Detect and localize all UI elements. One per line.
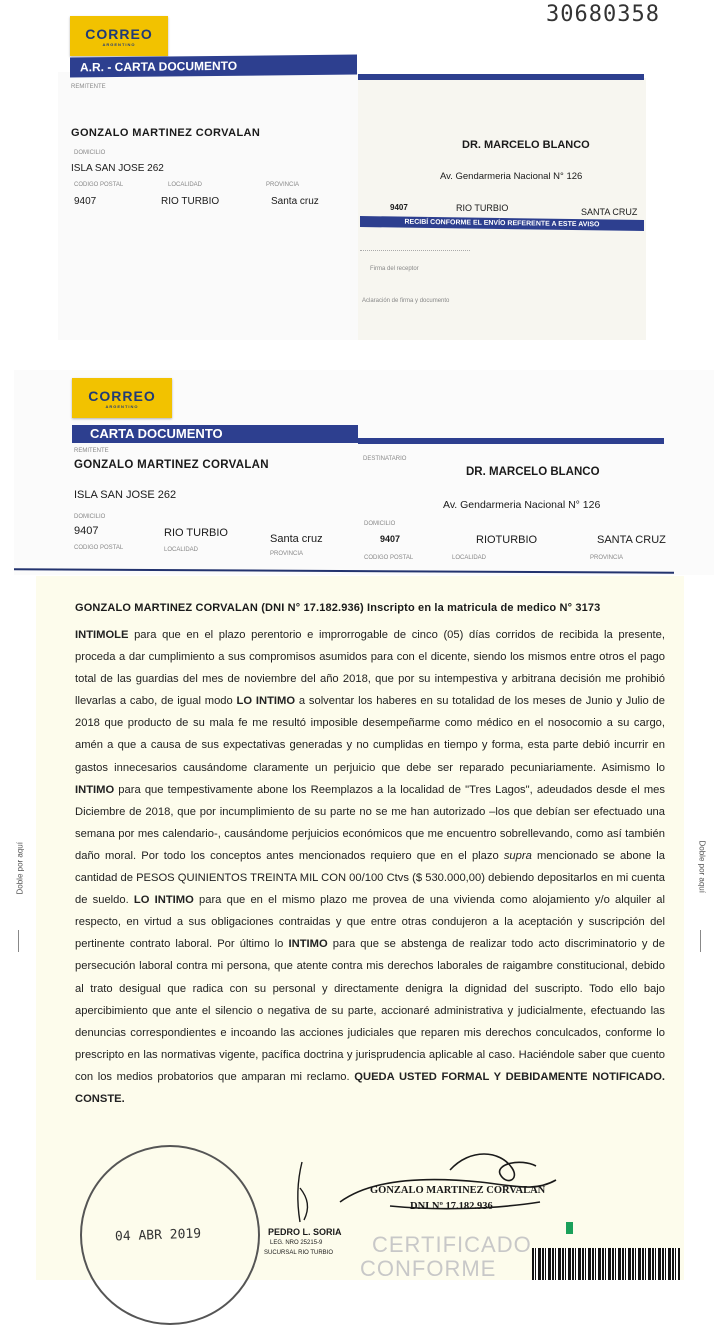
intimo-keyword-4: INTIMO — [288, 938, 328, 951]
ar-right-top-bar — [358, 74, 644, 80]
fold-mark-right — [700, 930, 701, 952]
ar-sender-address: ISLA SAN JOSE 262 — [71, 163, 164, 174]
officer-stamp-name: PEDRO L. SORIA — [268, 1227, 342, 1237]
fold-label-right: Doble por aquí — [697, 840, 707, 893]
letter-body — [75, 624, 665, 1110]
carta-postal-label: CODIGO POSTAL — [74, 545, 124, 551]
carta-recipient-province-label: PROVINCIA — [590, 555, 624, 561]
fold-label-left: Doble por aquí — [15, 842, 25, 895]
logo-text: CORREO — [85, 25, 153, 42]
carta-sender-address: ISLA SAN JOSE 262 — [74, 489, 177, 501]
signature-name: GONZALO MARTINEZ CORVALAN — [370, 1185, 546, 1196]
carta-title: CARTA DOCUMENTO — [90, 426, 223, 441]
barcode-marker — [566, 1222, 573, 1234]
ar-sender-province: Santa cruz — [271, 196, 319, 207]
logo-subtext: ARGENTINO — [105, 403, 139, 409]
ar-postal-label: CODIGO POSTAL — [74, 182, 124, 188]
stamp-date: 04 ABR 2019 — [114, 1226, 202, 1245]
carta-recipient-address: Av. Gendarmeria Nacional N° 126 — [443, 499, 601, 511]
officer-signature — [280, 1158, 330, 1228]
carta-title-bar — [72, 425, 358, 443]
carta-recipient-postal-label: CODIGO POSTAL — [364, 555, 414, 561]
carta-locality-label: LOCALIDAD — [164, 547, 199, 553]
carta-sender-postal: 9407 — [74, 525, 99, 537]
intimole-keyword: INTIMOLE — [75, 629, 129, 641]
ar-recipient-address: Av. Gendarmeria Nacional N° 126 — [440, 171, 583, 182]
conforme-stamp: CONFORME — [360, 1256, 497, 1281]
serial-number: 30680358 — [546, 2, 660, 27]
body-part-5: para que en el mismo plazo me provea de una vivienda como alojamiento y/o alquiler al respecto, en virtud a sus obligaciones contraidas y que entre otras condujeron a la aceptación y suscripción del pertinente contrato laboral. Por último lo — [75, 894, 665, 951]
ar-signature-line-1 — [360, 250, 470, 251]
officer-stamp-branch: SUCURSAL RIO TURBIO — [264, 1250, 334, 1256]
carta-sender-name: GONZALO MARTINEZ CORVALAN — [74, 459, 269, 471]
carta-recipient-label: DESTINATARIO — [363, 456, 407, 462]
ar-title: A.R. - CARTA DOCUMENTO — [80, 58, 238, 75]
signature-dni: DNI Nº 17.182.936 — [410, 1201, 493, 1212]
body-part-2: a solventar los haberes en su totalidad de los meses de Junio y Julio de 2018 que producto de su mala fe me resultó imposible desempeñarme como médico en el nosocomio a su cargo, amén a que a causa de sus expectativas generadas y no cumplidas en tiempo y forma, esta parte debió incurrir en gastos innecesarios causándome claramente un perjuicio que debe ser reparado pecuniariamente. Asimismo lo — [75, 695, 665, 774]
ar-title-bar — [70, 54, 357, 77]
correo-logo-carta — [72, 378, 172, 418]
carta-recipient-locality: RIOTURBIO — [476, 534, 538, 546]
supra-word: supra — [503, 849, 532, 862]
ar-recipient-name: DR. MARCELO BLANCO — [462, 139, 590, 151]
carta-sender-locality: RIO TURBIO — [164, 527, 228, 539]
ar-recipient-province: SANTA CRUZ — [581, 207, 638, 217]
certified-stamp: CERTIFICADO — [372, 1232, 532, 1257]
carta-domicile-label: DOMICILIO — [74, 514, 106, 520]
carta-right-bar — [358, 438, 664, 444]
intimo-keyword-1: LO INTIMO — [236, 695, 296, 708]
ar-sender-locality: RIO TURBIO — [161, 196, 220, 207]
letter-intro-text: GONZALO MARTINEZ CORVALAN (DNI N° 17.182.936) Inscripto en la matricula de medico N° 3173 — [75, 602, 601, 614]
fold-mark-left — [18, 930, 19, 952]
letter-intro — [75, 602, 600, 614]
ar-sender-label: REMITENTE — [71, 84, 106, 90]
carta-recipient-locality-label: LOCALIDAD — [452, 555, 487, 561]
body-part-1: para que en el plazo perentorio e improrrogable de cinco (05) días corridos de recibida la presente, proceda a dar cumplimiento a sus compromisos asumidos para con el dicente, siendo los mismos entre otros el pago total de las guardias del mes de noviembre del año 2018, que por su intempestiva y arbitrana decisión me prohibió llevarlas a cabo, de igual modo — [75, 629, 665, 708]
ar-signature-label-2: Aclaración de firma y documento — [362, 298, 450, 304]
body-part-3: para que tempestivamente abone los Reemplazos a la localidad de "Tres Lagos", adeudados desde el mes Diciembre de 2018, que por incumplimiento de su parte no se me han autorizado –los que debían ser efectuado una semana por mes calendario-, causándome perjuicios económicos que me encuentro sobrellevando, como así también daño moral. Por todo los conceptos antes mencionados requiero que en el plazo — [75, 783, 665, 862]
officer-stamp-leg: LEG. NRO 25215-9 — [270, 1240, 323, 1246]
correo-logo-top — [70, 16, 168, 56]
carta-recipient-domicile-label: DOMICILIO — [364, 521, 396, 527]
ar-locality-label: LOCALIDAD — [168, 182, 203, 188]
ar-receipt-text: RECIBÍ CONFORME EL ENVÍO REFERENTE A ESTE AVISO — [404, 218, 600, 229]
carta-recipient-postal: 9407 — [380, 534, 401, 544]
intimo-keyword-3: LO INTIMO — [133, 894, 194, 907]
ar-sender-name: GONZALO MARTINEZ CORVALAN — [71, 127, 261, 139]
carta-recipient-name: DR. MARCELO BLANCO — [466, 466, 600, 478]
carta-province-label: PROVINCIA — [270, 551, 304, 557]
logo-subtext: ARGENTINO — [102, 41, 136, 47]
carta-sender-province: Santa cruz — [270, 533, 323, 545]
carta-sender-label: REMITENTE — [74, 448, 109, 454]
intimo-keyword-2: INTIMO — [75, 783, 115, 796]
ar-sender-postal: 9407 — [74, 196, 97, 207]
carta-recipient-province: SANTA CRUZ — [597, 534, 666, 546]
logo-text: CORREO — [88, 387, 156, 404]
ar-domicile-label: DOMICILIO — [74, 150, 106, 156]
ar-signature-label-1: Firma del receptor — [370, 266, 419, 272]
body-part-6: para que se abstenga de realizar todo acto discriminatorio y de persecución laboral contra mi persona, que atente contra mis derechos laborales de raigambre constitucional, debido al trato desigual que radica con su personal y directamente denigra la dignidad del suscripto. Todo ello bajo apercibimiento que ante el silencio o negativa de su parte, accionaré administrativa y judicialmente, efectuando las denuncias correspondientes e incoando las acciones judiciales que reparen mis derechos conculcados, conforme lo prescripto en las normativas vigente, pacífica doctrina y jurisprudencia aplicable al caso. Haciéndole saber que cuento con los medios probatorios que amparan mi reclamo. — [75, 938, 666, 1083]
ar-province-label: PROVINCIA — [266, 182, 300, 188]
body-part-4: mencionado se abone la cantidad de PESOS QUINIENTOS TREINTA MIL CON 00/100 Ctvs ($ 530.000,00) debiendo depositarlos en mi cuenta de sueldo. — [75, 849, 665, 907]
barcode — [532, 1248, 680, 1280]
ar-recipient-postal: 9407 — [390, 203, 408, 212]
ar-recipient-locality: RIO TURBIO — [456, 203, 509, 213]
closing-statement: QUEDA USTED FORMAL Y DEBIDAMENTE NOTIFICADO. CONSTE. — [75, 1070, 666, 1105]
